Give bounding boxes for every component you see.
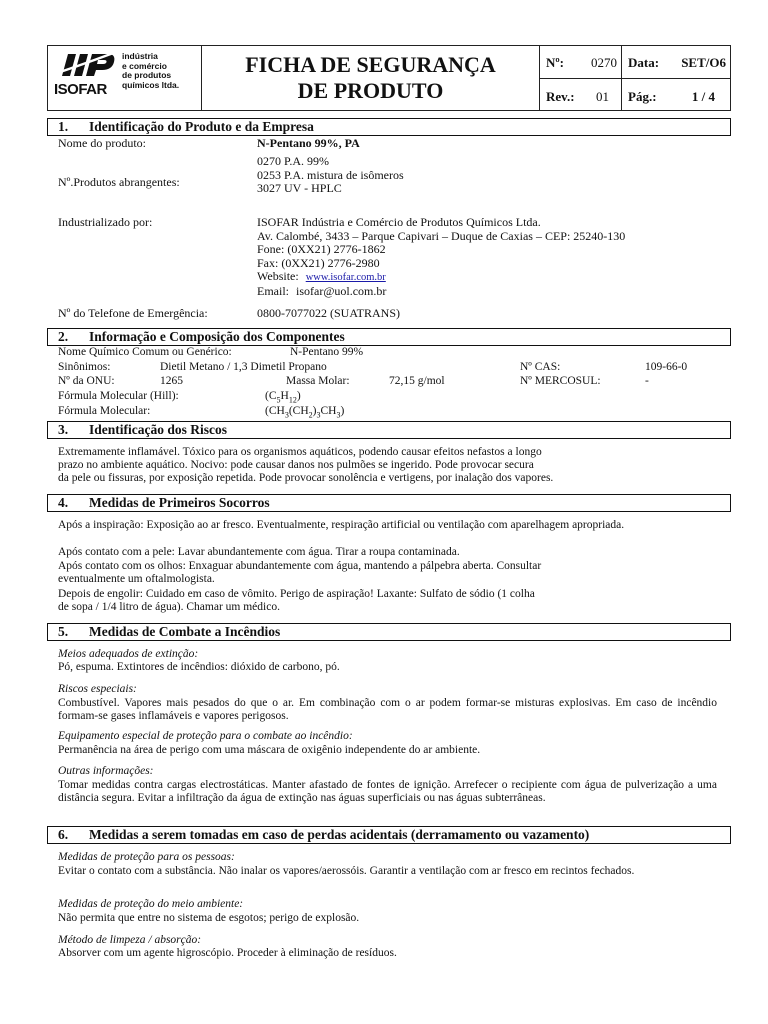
section-number: 2. (58, 329, 69, 344)
product-name-value: N-Pentano 99%, PA (257, 136, 360, 150)
section-4-header (47, 494, 731, 512)
first-aid-ingestion-line: de sopa / 1/4 litro de água). Chamar um médico. (58, 601, 280, 613)
products-covered-label: Nº.Produtos abrangentes: (58, 175, 180, 189)
logo-brand: ISOFAR (54, 81, 107, 98)
first-aid-eyes-line: Após contato com os olhos: Enxaguar abundantemente com água, mantendo a pálpebra aberta. Consultar (58, 560, 542, 572)
doc-revision-value: 01 (596, 89, 609, 104)
doc-date-value: SET/O6 (681, 55, 726, 70)
isofar-logo (54, 50, 194, 106)
hill-formula-label: Fórmula Molecular (Hill): (58, 390, 179, 402)
logo-tagline-line: e comércio (122, 60, 167, 71)
mercosul-label: Nº MERCOSUL: (520, 375, 601, 387)
section-2-header (47, 328, 731, 346)
email-row (257, 285, 625, 299)
section-5-header (47, 623, 731, 641)
special-equipment-text: Permanência na área de perigo com uma máscara de oxigênio independente do ar ambiente. (58, 744, 481, 756)
logo-tagline-line: químicos ltda. (122, 79, 180, 90)
risks-line: da pele ou fissuras, por exposição repetida. Pode provocar sonolência e vertigens, por inalação dos vapores. (58, 472, 554, 484)
molecular-formula-label: Fórmula Molecular: (58, 405, 151, 417)
section-title: Medidas de Combate a Incêndios (89, 624, 281, 639)
risks-text (58, 446, 728, 485)
website-label: Website: (257, 269, 299, 283)
doc-date-label: Data: (628, 55, 660, 70)
doc-date-cell (621, 45, 731, 79)
list-item: 3027 UV - HPLC (257, 181, 342, 195)
isofar-logo-mark-icon (56, 50, 126, 80)
logo-tagline-line: indústria (122, 51, 158, 61)
manufacturer-line: Fone: (0XX21) 2776-1862 (257, 242, 386, 256)
cleanup-text: Absorver com um agente higroscópio. Proceder à eliminação de resíduos. (58, 947, 397, 959)
logo-tagline-line: de produtos (122, 70, 172, 80)
logo-tagline (122, 52, 179, 90)
section-1-header (47, 118, 731, 136)
hill-formula-value: $(C_5H_{12})$ (265, 390, 301, 405)
risks-line: Extremamente inflamável. Tóxico para os organismos aquáticos, podendo causar efeitos nefastos a longo (58, 446, 542, 458)
manufacturer-label: Industrializado por: (58, 215, 153, 229)
molecular-formula-value: $(CH_3(CH_2)_3CH_3)$ (265, 405, 345, 420)
section-number: 3. (58, 422, 69, 437)
cas-value: 109-66-0 (645, 361, 688, 373)
section-number: 5. (58, 624, 69, 639)
list-item: 0270 P.A. 99% (257, 154, 330, 168)
other-info-text: Tomar medidas contra cargas electrostáticas. Manter afastado de fontes de ignição. Arrefecer o recipiente com água de pulverização a uma distância segura. Evitar a infiltração da água de extinção nas águas superficiais ou nas águas subterrâneas. (58, 779, 717, 804)
list-item: 0253 P.A. mistura de isômeros (257, 167, 404, 182)
first-aid-ingestion-line: Depois de engolir: Cuidado em caso de vômito. Perigo de aspiração! Laxante: Sulfato de sódio (1 colha (58, 588, 535, 600)
doc-number-value: 0270 (591, 55, 617, 70)
section-number: 4. (58, 495, 69, 510)
product-name-label: Nome do produto: (58, 136, 146, 150)
onu-label: Nº da ONU: (58, 375, 115, 387)
mercosul-value: - (645, 375, 649, 387)
personal-protection-heading: Medidas de proteção para os pessoas: (58, 851, 235, 863)
doc-number-label: Nº: (546, 55, 565, 70)
emergency-phone-value: 0800-7077022 (SUATRANS) (257, 306, 401, 320)
manufacturer-line: Av. Calombé, 3433 – Parque Capivari – Duque de Caxias – CEP: 25240-130 (257, 228, 626, 243)
synonyms-label: Sinônimos: (58, 361, 111, 373)
section-number: 1. (58, 119, 69, 134)
emergency-phone-label: Nº do Telefone de Emergência: (58, 306, 208, 320)
page-title-line2: DE PRODUTO (297, 78, 444, 103)
risks-line: prazo no ambiente aquático. Nocivo: pode causar danos nos pulmões se ingerido. Pode provocar secura (58, 459, 534, 471)
molar-mass-value: 72,15 g/mol (389, 375, 445, 387)
section-title: Medidas de Primeiros Socorros (89, 495, 270, 510)
molar-mass-label: Massa Molar: (286, 375, 350, 387)
chemical-name-value: N-Pentano 99% (290, 346, 364, 358)
website-row (257, 270, 625, 285)
special-risks-heading: Riscos especiais: (58, 683, 137, 695)
cleanup-heading: Método de limpeza / absorção: (58, 934, 202, 946)
chemical-name-label: Nome Químico Comum ou Genérico: (58, 346, 232, 358)
manufacturer-line: ISOFAR Indústria e Comércio de Produtos Químicos Ltda. (257, 215, 541, 229)
onu-value: 1265 (160, 375, 183, 387)
email-label: Email: (257, 283, 289, 298)
page-title-line1: FICHA DE SEGURANÇA (245, 52, 496, 77)
email-value[interactable]: isofar@uol.com.br (296, 283, 387, 298)
first-aid-skin: Após contato com a pele: Lavar abundantemente com água. Tirar a roupa contaminada. (58, 546, 460, 558)
section-title: Identificação do Produto e da Empresa (89, 119, 314, 134)
manufacturer-block (257, 216, 625, 298)
section-number: 6. (58, 827, 69, 842)
doc-page-cell (621, 78, 731, 111)
personal-protection-text: Evitar o contato com a substância. Não inalar os vapores/aerossóis. Garantir a ventilação com ar fresco em recintos fechados. (58, 865, 635, 877)
first-aid-inhalation: Após a inspiração: Exposição ao ar fresco. Eventualmente, respiração artificial ou ventilação com aparelhagem apropriada. (58, 519, 625, 531)
products-covered-list (257, 155, 404, 196)
environment-protection-text: Não permita que entre no sistema de esgotos; perigo de explosão. (58, 912, 360, 924)
section-6-header (47, 826, 731, 844)
synonyms-value: Dietil Metano / 1,3 Dimetil Propano (160, 361, 327, 373)
doc-revision-cell (539, 78, 622, 111)
first-aid-eyes (58, 560, 541, 586)
extinguishing-heading: Meios adequados de extinção: (58, 648, 199, 660)
doc-page-value: 1 / 4 (691, 89, 715, 104)
page-title (201, 52, 540, 104)
environment-protection-heading: Medidas de proteção do meio ambiente: (58, 898, 244, 910)
section-title: Informação e Composição dos Componentes (89, 329, 345, 344)
doc-number-cell (539, 45, 622, 79)
first-aid-eyes-line: eventualmente um oftalmologista. (58, 573, 215, 585)
section-title: Identificação dos Riscos (89, 422, 227, 437)
other-info-heading: Outras informações: (58, 765, 154, 777)
doc-page-label: Pág.: (628, 89, 657, 104)
special-equipment-heading: Equipamento especial de proteção para o combate ao incêndio: (58, 730, 353, 742)
manufacturer-line: Fax: (0XX21) 2776-2980 (257, 255, 380, 270)
cas-label: Nº CAS: (520, 361, 561, 373)
website-link[interactable]: www.isofar.com.br (305, 272, 386, 283)
special-risks-text: Combustível. Vapores mais pesados do que o ar. Em combinação com o ar podem formar-se misturas explosivas. Em caso de incêndio formam-se gases inflamáveis e vapores perigosos. (58, 697, 717, 722)
section-title: Medidas a serem tomadas em caso de perdas acidentais (derramamento ou vazamento) (89, 827, 590, 842)
first-aid-ingestion (58, 588, 535, 614)
doc-revision-label: Rev.: (546, 89, 575, 104)
section-3-header (47, 421, 731, 439)
extinguishing-text: Pó, espuma. Extintores de incêndios: dióxido de carbono, pó. (58, 661, 340, 673)
